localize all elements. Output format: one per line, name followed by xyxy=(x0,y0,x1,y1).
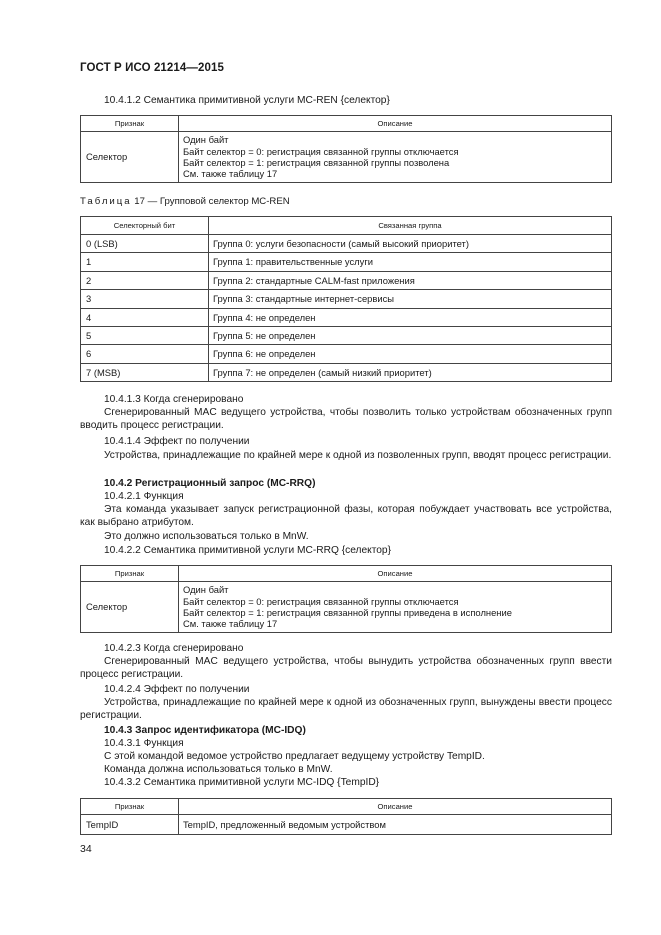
table-row xyxy=(81,132,612,183)
mc-idq-semantics-table xyxy=(80,798,612,835)
section-heading: 10.4.3 Запрос идентификатора (MC-IDQ) xyxy=(104,725,306,736)
paragraph: Сгенерированный MAC ведущего устройства, чтобы вынудить устройства обозначенных групп ввести процесс регистрации. xyxy=(80,656,612,680)
column-header: Селекторный бит xyxy=(81,217,209,235)
column-header: Связанная группа xyxy=(209,217,612,235)
table-caption xyxy=(80,196,290,207)
subsection-heading: 10.4.3.2 Семантика примитивной услуги MC-IDQ {TempID} xyxy=(104,777,380,788)
column-header: Признак xyxy=(81,116,179,132)
description-line: Один байт xyxy=(183,134,229,146)
table-cell: Группа 3: стандартные интернет-сервисы xyxy=(209,290,612,308)
column-header: Описание xyxy=(179,116,612,132)
table-cell: 0 (LSB) xyxy=(81,235,209,253)
subsection-heading: 10.4.3.1 Функция xyxy=(104,738,184,749)
table-cell: TempID, предложенный ведомым устройством xyxy=(179,815,612,835)
mc-ren-semantics-table xyxy=(80,115,612,183)
caption-label: Таблица xyxy=(80,196,132,207)
column-header: Признак xyxy=(81,799,179,815)
column-header: Признак xyxy=(81,566,179,582)
paragraph: Эта команда указывает запуск регистрационной фазы, которая побуждает участвовать все устройства, как выбрано атрибутом. xyxy=(80,504,612,528)
table-cell: Селектор xyxy=(81,132,179,183)
table-row xyxy=(81,235,612,253)
description-line: Байт селектор = 1: регистрация связанной группы позволена xyxy=(183,157,450,168)
table-cell: Группа 2: стандартные CALM-fast приложения xyxy=(209,271,612,289)
table-header-row xyxy=(81,566,612,582)
table-row xyxy=(81,271,612,289)
table-cell: Группа 1: правительственные услуги xyxy=(209,253,612,271)
subsection-heading: 10.4.1.4 Эффект по получении xyxy=(104,436,250,447)
table-row xyxy=(81,253,612,271)
description-line: Байт селектор = 1: регистрация связанной группы приведена в исполнение xyxy=(183,607,512,618)
table-row xyxy=(81,582,612,633)
section-heading: 10.4.1.2 Семантика примитивной услуги MC-REN {селектор} xyxy=(104,95,390,106)
section-heading: 10.4.2 Регистрационный запрос (MC-RRQ) xyxy=(104,478,316,489)
description-line: Один байт xyxy=(183,584,229,596)
table-header-row xyxy=(81,799,612,815)
description-line: См. также таблицу 17 xyxy=(183,168,278,180)
table-cell: 2 xyxy=(81,271,209,289)
table-cell: Группа 4: не определен xyxy=(209,308,612,326)
subsection-heading: 10.4.2.2 Семантика примитивной услуги MC-RRQ {селектор} xyxy=(104,545,391,556)
paragraph: Команда должна использоваться только в MnW. xyxy=(104,764,333,775)
description-line: Байт селектор = 0: регистрация связанной группы отключается xyxy=(183,595,459,607)
subsection-heading: 10.4.2.1 Функция xyxy=(104,491,184,502)
table-row xyxy=(81,815,612,835)
page-number: 34 xyxy=(80,843,92,855)
table-cell: Группа 7: не определен (самый низкий приоритет) xyxy=(209,363,612,381)
table-header-row xyxy=(81,217,612,235)
table-row xyxy=(81,290,612,308)
table-cell: TempID xyxy=(81,815,179,835)
group-selector-table xyxy=(80,216,612,382)
table-row xyxy=(81,326,612,344)
table-cell: 5 xyxy=(81,326,209,344)
description-line: Байт селектор = 0: регистрация связанной группы отключается xyxy=(183,145,459,157)
mc-rrq-semantics-table xyxy=(80,565,612,633)
paragraph: Устройства, принадлежащие по крайней мере к одной из позволенных групп, вводят процесс регистрации. xyxy=(104,450,612,461)
table-row xyxy=(81,345,612,363)
table-cell: 3 xyxy=(81,290,209,308)
table-cell: 1 xyxy=(81,253,209,271)
table-cell: Селектор xyxy=(81,582,179,633)
table-cell: 7 (MSB) xyxy=(81,363,209,381)
paragraph: Сгенерированный MAC ведущего устройства, чтобы позволить только устройствам обозначенных групп вводить процесс регистрации. xyxy=(80,407,612,431)
table-cell xyxy=(179,132,612,183)
caption-text: 17 — Групповой селектор MC-REN xyxy=(131,196,290,207)
description-line: См. также таблицу 17 xyxy=(183,618,278,630)
table-cell: 4 xyxy=(81,308,209,326)
table-row xyxy=(81,363,612,381)
table-row xyxy=(81,308,612,326)
column-header: Описание xyxy=(179,799,612,815)
table-cell: 6 xyxy=(81,345,209,363)
table-cell: Группа 6: не определен xyxy=(209,345,612,363)
subsection-heading: 10.4.2.4 Эффект по получении xyxy=(104,684,250,695)
table-cell: Группа 0: услуги безопасности (самый высокий приоритет) xyxy=(209,235,612,253)
paragraph: Устройства, принадлежащие по крайней мере к одной из обозначенных групп, вынуждены ввести процесс регистрации. xyxy=(80,697,612,721)
table-cell xyxy=(179,582,612,633)
subsection-heading: 10.4.2.3 Когда сгенерировано xyxy=(104,643,244,654)
column-header: Описание xyxy=(179,566,612,582)
standard-header: ГОСТ Р ИСО 21214—2015 xyxy=(80,62,225,74)
subsection-heading: 10.4.1.3 Когда сгенерировано xyxy=(104,394,244,405)
paragraph: Это должно использоваться только в MnW. xyxy=(104,531,309,542)
paragraph: С этой командой ведомое устройство предлагает ведущему устройству TempID. xyxy=(104,751,485,762)
table-header-row xyxy=(81,116,612,132)
table-cell: Группа 5: не определен xyxy=(209,326,612,344)
